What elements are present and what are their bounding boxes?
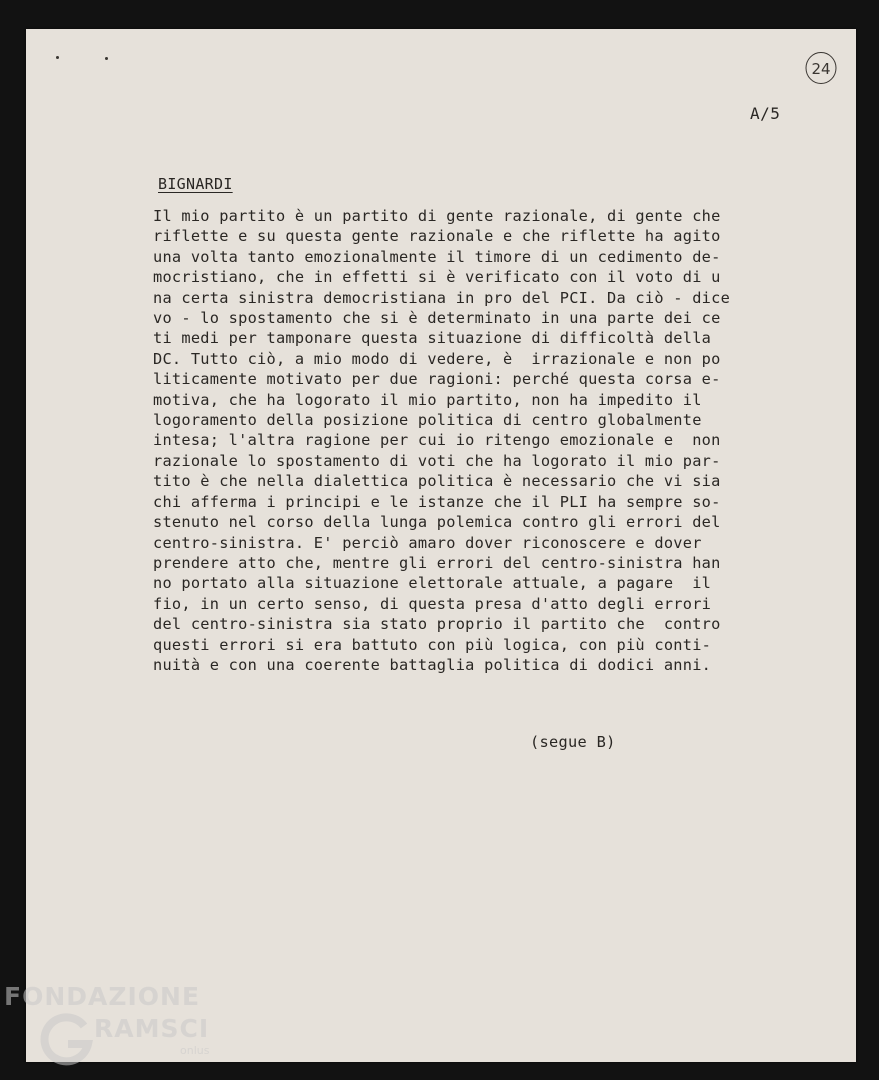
body-line: mocristiano, che in effetti si è verificato con il voto di u (153, 268, 721, 287)
body-line: stenuto nel corso della lunga polemica contro gli errori del (153, 513, 721, 532)
watermark-g-logo-icon (38, 1012, 94, 1068)
body-line: Il mio partito è un partito di gente razionale, di gente che (153, 207, 721, 225)
body-line: una volta tanto emozionalmente il timore di un cedimento de- (153, 247, 721, 266)
body-line: razionale lo spostamento di voti che ha logorato il mio par- (153, 451, 721, 470)
watermark-sub: onlus (180, 1044, 210, 1057)
body-line: questi errori si era battuto con più logica, con più conti- (153, 635, 712, 654)
body-line: fio, in un certo senso, di questa presa d'atto degli errori (153, 594, 712, 613)
paper-speck (105, 57, 108, 60)
body-line: del centro-sinistra sia stato proprio il partito che contro (153, 615, 721, 634)
body-line: logoramento della posizione politica di centro globalmente (153, 411, 702, 430)
body-line: ti medi per tamponare questa situazione di difficoltà della (153, 329, 712, 348)
body-line: nuità e con una coerente battaglia politica di dodici anni. (153, 655, 712, 674)
body-line: DC. Tutto ciò, a mio modo di vedere, è irrazionale e non po (153, 349, 721, 368)
folio-stamp-icon (804, 51, 838, 85)
watermark-line1: FONDAZIONE (4, 982, 201, 1011)
watermark (4, 982, 234, 1078)
folio-number: 24 (811, 60, 831, 78)
body-line: no portato alla situazione elettorale attuale, a pagare il (153, 574, 712, 593)
paper-speck (56, 56, 59, 59)
body-line: tito è che nella dialettica politica è necessario che vi sia (153, 472, 721, 491)
body-line: motiva, che ha logorato il mio partito, non ha impedito il (153, 390, 702, 409)
page-number: A/5 (750, 104, 781, 123)
body-line: liticamente motivato per due ragioni: perché questa corsa e- (153, 370, 721, 389)
continuation-note: (segue B) (530, 733, 616, 751)
body-line: centro-sinistra. E' perciò amaro dover riconoscere e dover (153, 533, 702, 552)
body-line: na certa sinistra democristiana in pro del PCI. Da ciò - dice (153, 288, 731, 307)
transcript-body (153, 206, 793, 675)
body-line: intesa; l'altra ragione per cui io ritengo emozionale e non (153, 431, 721, 450)
body-line: riflette e su questa gente razionale e che riflette ha agito (153, 227, 721, 246)
speaker-heading: BIGNARDI (158, 175, 233, 193)
body-line: chi afferma i principi e le istanze che il PLI ha sempre so- (153, 492, 721, 511)
body-line: prendere atto che, mentre gli errori del centro-sinistra han (153, 553, 721, 572)
body-line: vo - lo spostamento che si è determinato in una parte dei ce (153, 309, 721, 328)
watermark-line2: RAMSCI (94, 1014, 210, 1043)
